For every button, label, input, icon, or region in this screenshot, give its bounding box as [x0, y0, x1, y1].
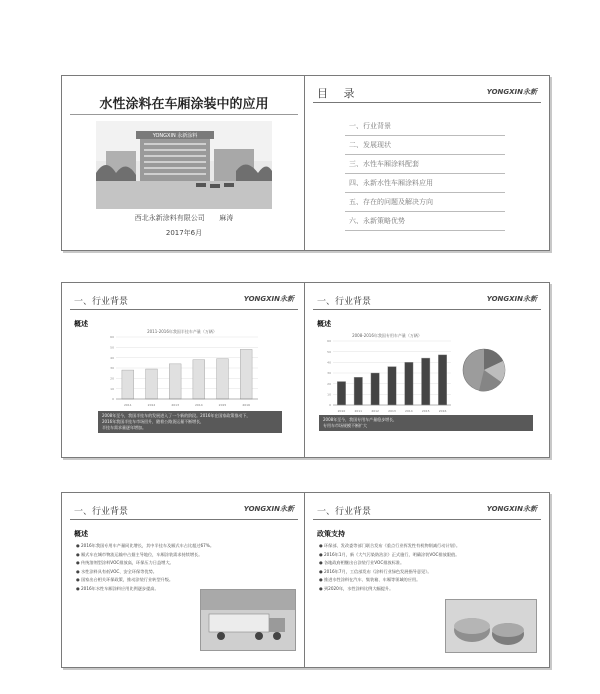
brand-logo: YONGXIN永新 [486, 295, 537, 303]
section-label: 概述 [74, 320, 88, 328]
x-tick-label: 2015 [218, 403, 227, 407]
bar [169, 364, 181, 399]
title-divider [70, 114, 298, 115]
bar [193, 360, 205, 399]
toc-item[interactable]: 四、永新水性车厢涂料应用 [345, 175, 505, 193]
y-tick-label: 60 [110, 335, 114, 340]
text-line: ● 2016年7月，工信部发布《涂料行业绿色发展指导意见》。 [319, 568, 432, 574]
slide-toc[interactable] [304, 75, 550, 251]
slide-header: 一、行业背景 [74, 507, 129, 517]
slide-background-3[interactable] [61, 492, 307, 668]
slide-header: 一、行业背景 [317, 297, 372, 307]
chart-title: 2008-2016年我国专用车产量（万辆） [352, 333, 422, 338]
truck-photo [200, 589, 296, 651]
y-tick-label: 10 [327, 392, 331, 397]
section-label: 概述 [317, 320, 331, 328]
header-divider [313, 309, 541, 310]
y-tick-label: 10 [110, 386, 114, 391]
brand-logo: YONGXIN永新 [486, 88, 537, 96]
paint-cans-photo [445, 599, 537, 653]
bar [422, 358, 430, 405]
text-line: ● 传统溶剂型涂料VOC排放高，环保压力日益增大。 [76, 560, 174, 565]
x-tick-label: 2011 [354, 409, 363, 413]
caption-line: 2008年至今，我国专用车产量稳步增长， [323, 417, 398, 422]
text-line: ● 2016年1月，新《大气污染防治法》正式施行，明确涂装VOC排放限值。 [319, 551, 460, 557]
slide-header: 一、行业背景 [317, 507, 372, 517]
x-tick-label: 2016 [438, 409, 447, 413]
bar [122, 370, 134, 399]
x-tick-label: 2011 [124, 403, 132, 407]
cover-date: 2017年6月 [165, 229, 203, 237]
bar [337, 382, 345, 405]
text-line: ● 推进水性涂料在汽车、集装箱、车厢等领域的应用。 [319, 577, 421, 582]
caption-line: 半挂车需求量逐年增加。 [102, 425, 146, 430]
cover-title: 水性涂料在车厢涂装中的应用 [99, 97, 269, 112]
bar [438, 355, 446, 405]
toc-item[interactable]: 一、行业背景 [345, 118, 505, 136]
caption-box [319, 415, 533, 431]
y-tick-label: 30 [327, 371, 331, 376]
x-tick-label: 2014 [405, 409, 413, 413]
bar [388, 367, 396, 405]
slide-header: 一、行业背景 [74, 297, 129, 307]
y-tick-label: 60 [327, 339, 331, 344]
y-tick-label: 50 [327, 349, 331, 354]
bar [354, 377, 362, 405]
bar-chart-2 [319, 331, 455, 415]
text-line: ● 国家出台相关环保政策，推动涂装行业转型升级。 [76, 577, 174, 582]
caption-box [98, 411, 282, 433]
toc-list [345, 118, 505, 232]
toc-item[interactable]: 二、发展现状 [345, 137, 505, 155]
toc-item[interactable]: 六、永新策略优势 [345, 213, 505, 231]
x-tick-label: 2015 [421, 409, 430, 413]
brand-logo: YONGXIN永新 [243, 505, 294, 513]
bar [146, 369, 158, 399]
toc-title: 目 录 [317, 87, 361, 100]
header-divider [70, 309, 298, 310]
x-tick-label: 2013 [388, 409, 396, 413]
x-tick-label: 2014 [195, 403, 203, 407]
building-sign: YONGXIN 永新涂料 [152, 133, 198, 139]
bar [405, 362, 413, 405]
text-line: ● 各地政府相继出台涂装行业VOC排放标准。 [319, 560, 405, 565]
caption-line: 2016年我国半挂车市场回升，随着公路货运量不断增长， [102, 419, 205, 424]
slide-cover[interactable] [61, 75, 307, 251]
body-text [76, 543, 286, 594]
header-divider [70, 519, 298, 520]
bar-chart-1 [102, 327, 262, 409]
x-tick-label: 2012 [371, 409, 379, 413]
bar [217, 359, 229, 399]
pie-chart [461, 347, 507, 393]
building-photo [96, 121, 272, 209]
y-tick-label: 0 [329, 403, 331, 408]
y-tick-label: 20 [327, 381, 331, 386]
section-label: 概述 [74, 530, 88, 538]
slide-background-1[interactable] [61, 282, 307, 458]
author-name: 麻涛 [219, 214, 234, 222]
bar [371, 373, 379, 405]
brand-logo: YONGXIN永新 [486, 505, 537, 513]
company-name: 西北永新涂料有限公司 [134, 214, 205, 222]
y-tick-label: 50 [110, 345, 114, 350]
y-tick-label: 0 [112, 397, 114, 402]
x-tick-label: 2016 [242, 403, 250, 407]
caption-line: 专用车市场规模不断扩大 [323, 423, 367, 428]
text-line: ● 到2020年，水性涂料比例大幅提升。 [319, 585, 394, 591]
slide-background-4[interactable] [304, 492, 550, 668]
toc-item[interactable]: 五、存在的问题及解决方向 [345, 194, 505, 212]
bar [240, 349, 252, 399]
x-tick-label: 2013 [171, 403, 179, 407]
brand-logo: YONGXIN永新 [243, 295, 294, 303]
header-divider [313, 102, 541, 103]
x-tick-label: 2012 [147, 403, 156, 407]
body-text [319, 543, 529, 594]
text-line: ● 水性涂料具有低VOC、安全环保等优势。 [76, 568, 157, 574]
caption-line: 2008年至今，我国半挂车的发展进入了一个新的阶段。2016年在国家政策推动下， [102, 413, 251, 418]
y-tick-label: 40 [327, 360, 331, 365]
header-divider [313, 519, 541, 520]
text-line: ● 2016年水性车厢涂料应用比例逐步提高。 [76, 585, 159, 591]
text-line: ● 2016年我国专用车产量同比增长，其中半挂车及厢式车占比超过67%。 [76, 543, 215, 548]
section-label: 政策支持 [317, 530, 345, 538]
y-tick-label: 20 [110, 376, 114, 381]
y-tick-label: 30 [110, 366, 114, 371]
slide-background-2[interactable] [304, 282, 550, 458]
x-tick-label: 2010 [337, 409, 346, 413]
chart-title: 2011-2016年我国半挂车产量（万辆） [147, 329, 217, 334]
text-line: ● 环保部、发改委等部门联合发布《重点行业挥发性有机物削减行动计划》。 [319, 543, 461, 548]
toc-item[interactable]: 三、水性车厢涂料配套 [345, 156, 505, 174]
y-tick-label: 40 [110, 355, 114, 360]
text-line: ● 厢式车在城市物流运输中占据主导地位，车厢涂装需求持续增长。 [76, 551, 203, 557]
